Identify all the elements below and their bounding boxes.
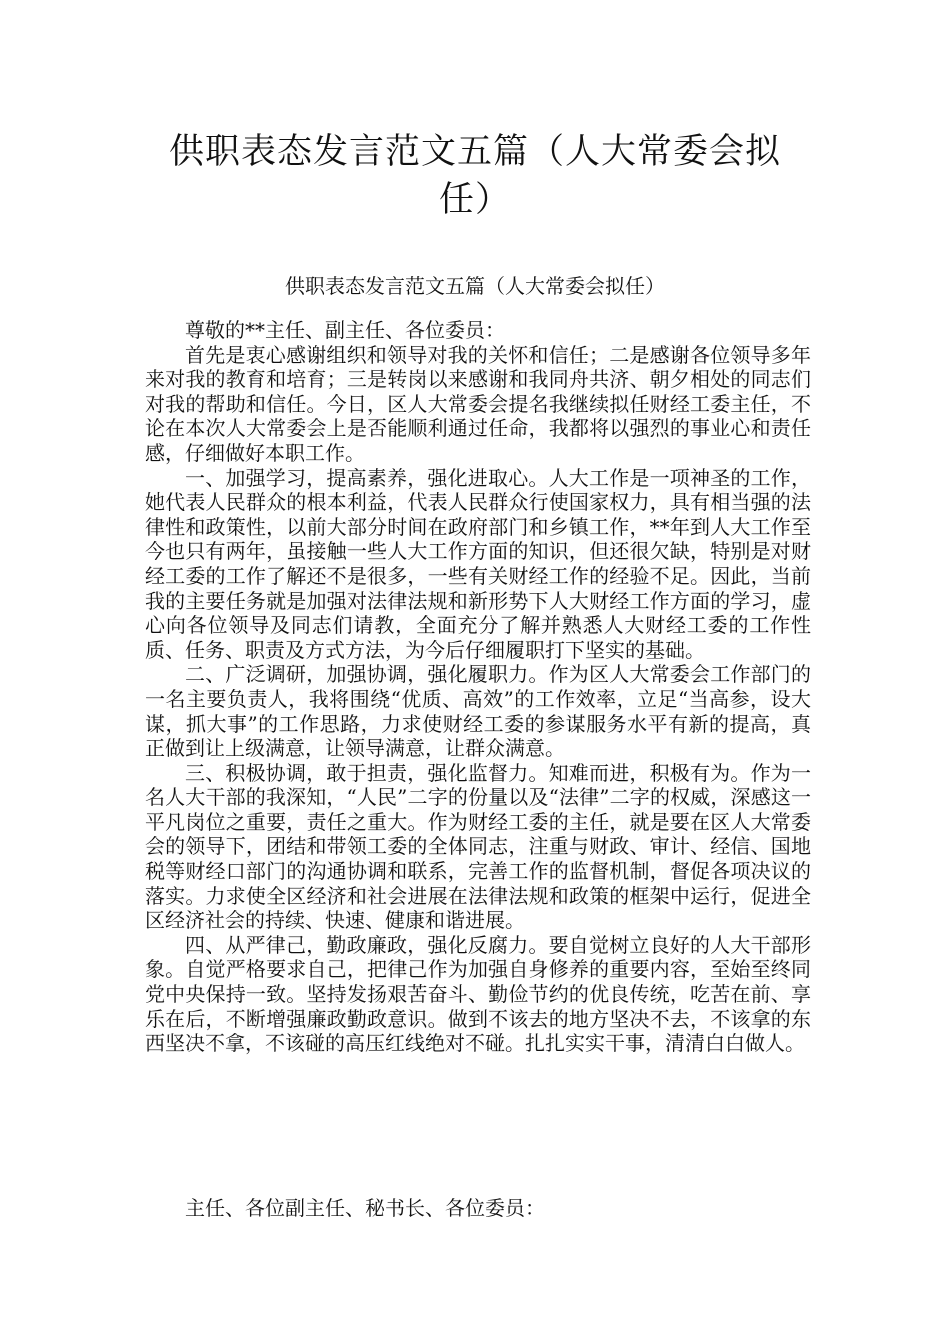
closing-salutation: 主任、各位副主任、秘书长、各位委员： xyxy=(185,1196,545,1220)
paragraph-point-4: 四、从严律己，勤政廉政，强化反腐力。要自觉树立良好的人大干部形象。自觉严格要求自己，把律己作为加强自身修养的重要内容，至始至终同党中央保持一致。坚持发扬艰苦奋斗、勤俭节约的优良传统，吃苦在前、享乐在后，不断增强廉政勤政意识。做到不该去的地方坚决不去，不该拿的东西坚决不拿，不该碰的高压红线绝对不碰。扎扎实实干事，清清白白做人。 xyxy=(145,932,811,1056)
paragraph-intro: 首先是衷心感谢组织和领导对我的关怀和信任；二是感谢各位领导多年来对我的教育和培育；三是转岗以来感谢和我同舟共济、朝夕相处的同志们对我的帮助和信任。今日，区人大常委会提名我继续拟任财经工委主任，不论在本次人大常委会上是否能顺利通过任命，我都将以强烈的事业心和责任感，仔细做好本职工作。 xyxy=(145,342,811,465)
paragraph-point-3: 三、积极协调，敢于担责，强化监督力。知难而进，积极有为。作为一名人大干部的我深知，“人民”二字的份量以及“法律”二字的权威，深感这一平凡岗位之重要，责任之重大。作为财经工委的主任，就是要在区人大常委会的领导下，团结和带领工委的全体同志，注重与财政、审计、经信、国地税等财经口部门的沟通协调和联系，完善工作的监督机制，督促各项决议的落实。力求使全区经济和社会进展在法律法规和政策的框架中运行，促进全区经济社会的持续、快速、健康和谐进展。 xyxy=(145,760,811,933)
document-title: 供职表态发言范文五篇（人大常委会拟任） xyxy=(168,132,781,220)
paragraph-point-2: 二、广泛调研，加强协调，强化履职力。作为区人大常委会工作部门的一名主要负责人，我将围绕“优质、高效”的工作效率，立足“当高参，设大谋，抓大事”的工作思路，力求使财经工委的参谋服务水平有新的提高，真正做到让上级满意，让领导满意，让群众满意。 xyxy=(145,662,811,761)
salutation: 尊敬的**主任、副主任、各位委员： xyxy=(185,318,505,342)
document-subtitle: 供职表态发言范文五篇（人大常委会拟任） xyxy=(285,274,665,298)
paragraph-point-1: 一、加强学习，提高素养，强化进取心。人大工作是一项神圣的工作，她代表人民群众的根本利益，代表人民群众行使国家权力，具有相当强的法律性和政策性，以前大部分时间在政府部门和乡镇工作，**年到人大工作至今也只有两年，虽接触一些人大工作方面的知识，但还很欠缺，特别是对财经工委的工作了解还不是很多，一些有关财经工作的经验不足。因此，当前我的主要任务就是加强对法律法规和新形势下人大财经工作方面的学习，虚心向各位领导及同志们请教，全面充分了解并熟悉人大财经工委的工作性质、任务、职责及方式方法，为今后仔细履职打下坚实的基础。 xyxy=(145,465,811,662)
document-body xyxy=(145,318,811,1056)
